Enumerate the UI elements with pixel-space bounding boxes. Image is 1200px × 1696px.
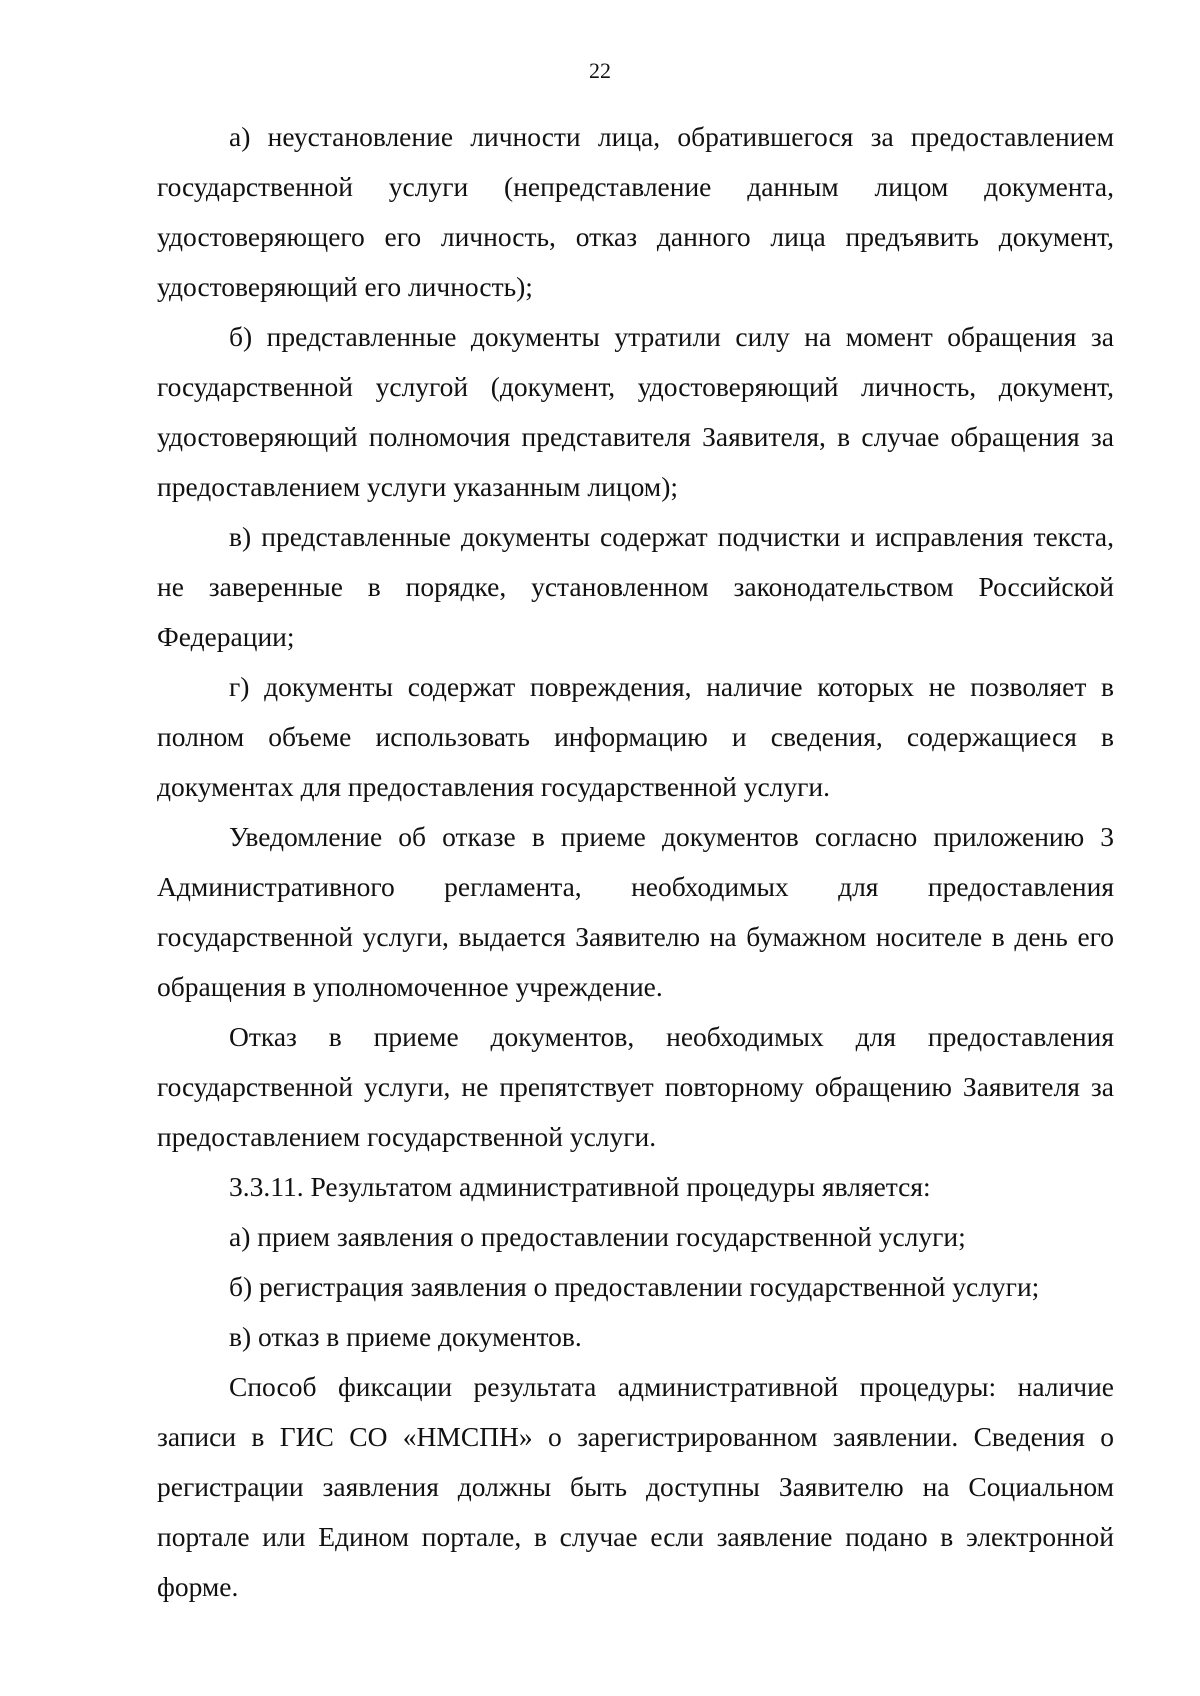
paragraph-refusal-notice: Уведомление об отказе в приеме документов согласно приложению 3 Административного регламента, необходимых для предоставления государственной услуги, выдается Заявителю на бумажном носителе в день его обращения в уполномоченное учреждение. — [157, 821, 1114, 1002]
paragraph-section-3-3-11: 3.3.11. Результатом административной процедуры является: — [229, 1171, 931, 1202]
paragraph-refusal-reason-v: в) представленные документы содержат подчистки и исправления текста, не заверенные в порядке, установленном законодательством Российской Федерации; — [157, 521, 1114, 652]
page-number: 22 — [589, 58, 611, 83]
paragraph-result-a: а) прием заявления о предоставлении государственной услуги; — [229, 1221, 966, 1252]
document-body — [157, 112, 1114, 1612]
paragraph-refusal-no-obstacle: Отказ в приеме документов, необходимых для предоставления государственной услуги, не препятствует повторному обращению Заявителя за предоставлением государственной услуги. — [157, 1021, 1114, 1152]
paragraph-result-b: б) регистрация заявления о предоставлении государственной услуги; — [229, 1271, 1040, 1302]
paragraph-result-v: в) отказ в приеме документов. — [229, 1321, 582, 1352]
paragraph-refusal-reason-b: б) представленные документы утратили силу на момент обращения за государственной услугой (документ, удостоверяющий личность, документ, удостоверяющий полномочия представителя Заявителя, в случае обращения за предоставлением услуги указанным лицом); — [157, 321, 1114, 502]
paragraph-refusal-reason-a: а) неустановление личности лица, обратившегося за предоставлением государственной услуги (непредставление данным лицом документа, удостоверяющего его личность, отказ данного лица предъявить документ, удостоверяющий его личность); — [157, 121, 1114, 302]
paragraph-refusal-reason-g: г) документы содержат повреждения, наличие которых не позволяет в полном объеме использовать информацию и сведения, содержащиеся в документах для предоставления государственной услуги. — [157, 671, 1114, 802]
paragraph-result-fixation: Способ фиксации результата административной процедуры: наличие записи в ГИС СО «НМСПН» о зарегистрированном заявлении. Сведения о регистрации заявления должны быть доступны Заявителю на Социальном портале или Едином портале, в случае если заявление подано в электронной форме. — [157, 1371, 1114, 1602]
